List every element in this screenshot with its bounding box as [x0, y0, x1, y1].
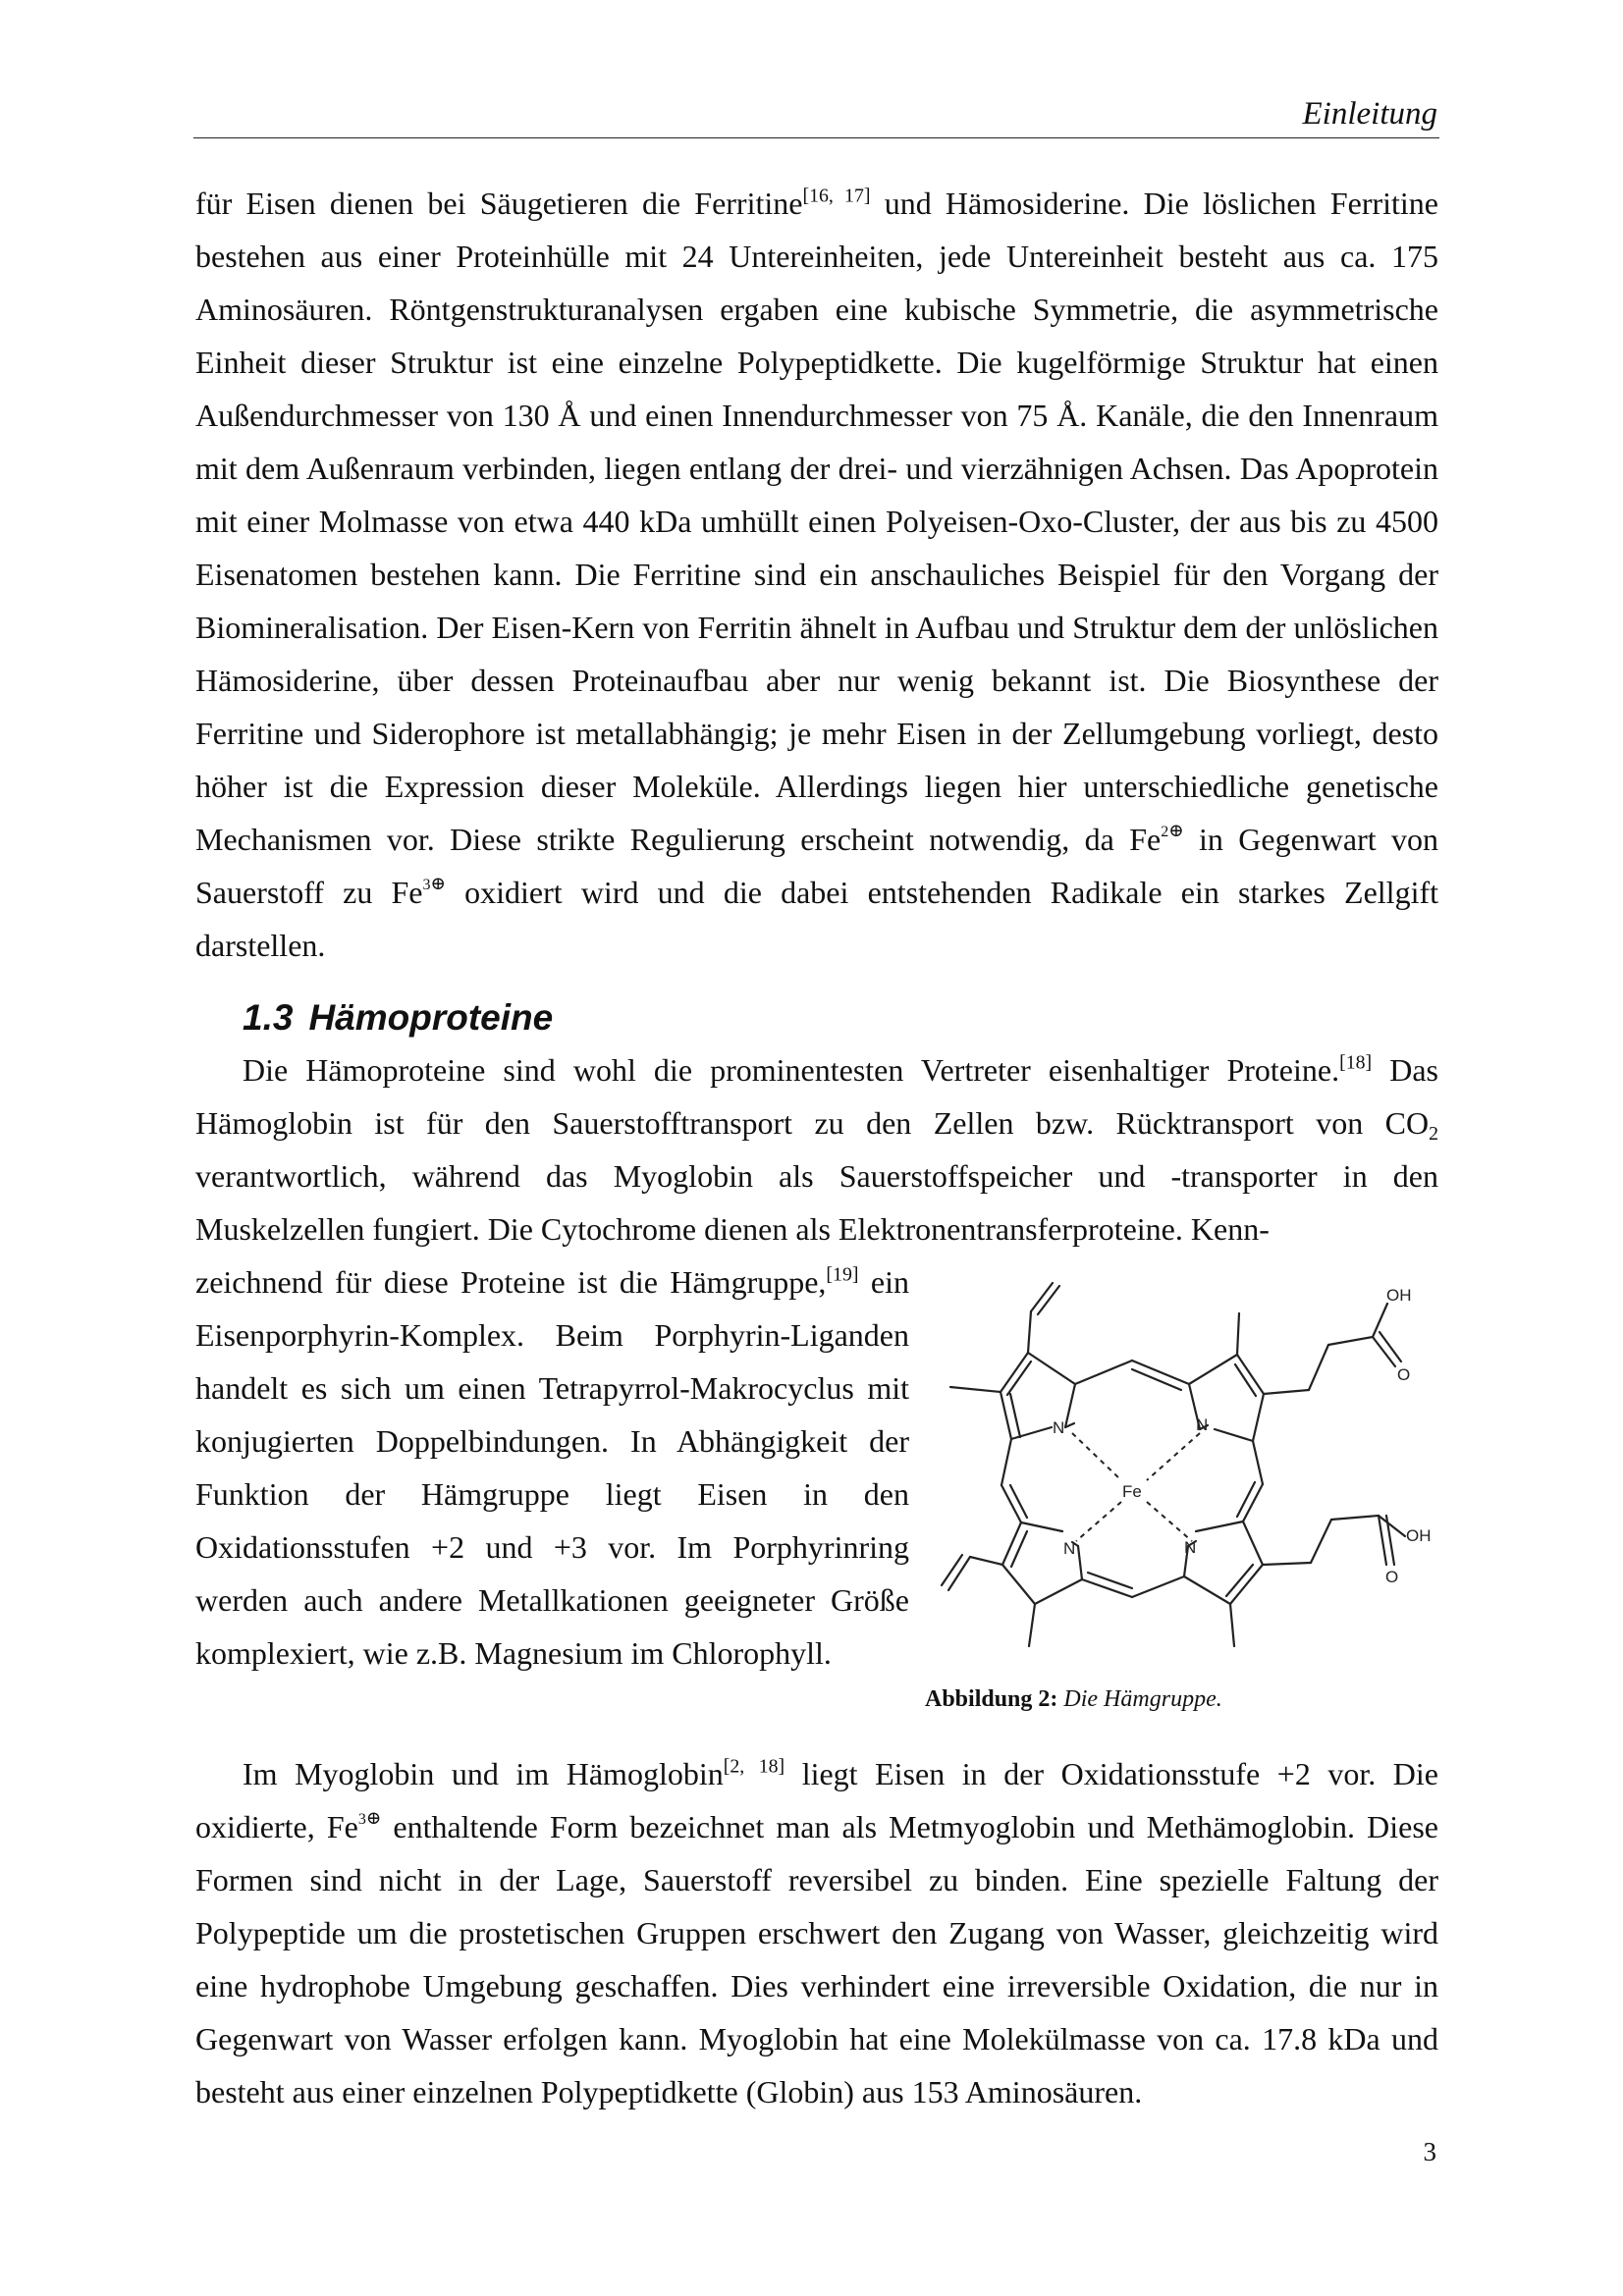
oxygen-label: O [1397, 1365, 1411, 1384]
text-segment: ein Eisenporphyrin-Komplex. Beim Porphyrin-Liganden handelt es sich um einen Tetrapyrrol-Makrocyclus mit konjugierten Doppelbindungen. In Abhängigkeit der Funktion der Hämgruppe liegt Eisen in den Oxidationsstufen +2 und +3 vor. Im Porphyrinring werden auch andere Metallkationen geeigneter Größe komplexiert, wie z.B. Magnesium im Chlorophyll. [195, 1264, 909, 1671]
text-segment: für Eisen dienen bei Säugetieren die Ferritine [195, 186, 803, 221]
paragraph-myoglobin [195, 1747, 1438, 2118]
text-segment: enthaltende Form bezeichnet man als Metmyoglobin und Methämoglobin. Diese Formen sind nicht in der Lage, Sauerstoff reversibel zu binden. Eine spezielle Faltung der Polypeptide um die prostetischen Gruppen erschwert den Zugang von Wasser, gleichzeitig wird eine hydrophobe Umgebung geschaffen. Dies verhindert eine irreversible Oxidation, die nur in Gegenwart von Wasser erfolgen kann. Myoglobin hat eine Molekülmasse von ca. 17.8 kDa und besteht aus einer einzelnen Polypeptidkette (Globin) aus 153 Aminosäuren. [195, 1809, 1439, 2109]
paragraph-haemgruppe [195, 1255, 909, 1680]
nitrogen-label: N [1184, 1538, 1197, 1557]
text-segment: und Hämosiderine. Die löslichen Ferritine bestehen aus einer Proteinhülle mit 24 Untereinheiten, jede Untereinheit besteht aus ca. 175 Aminosäuren. Röntgenstrukturanalysen ergaben eine kubische Symmetrie, die asymmetrische Einheit dieser Struktur ist eine einzelne Polypeptidkette. Die kugelförmige Struktur hat einen Außendurchmesser von 130 Å und einen Innendurchmesser von 75 Å. Kanäle, die den Innenraum mit dem Außenraum verbinden, liegen entlang der drei- und vierzähnigen Achsen. Das Apoprotein mit einer Molmasse von etwa 440 kDa umhüllt einen Polyeisen-Oxo-Cluster, der aus bis zu 4500 Eisenatomen bestehen kann. Die Ferritine sind ein anschauliches Beispiel für den Vorgang der Biomineralisation. Der Eisen-Kern von Ferritin ähnelt in Aufbau und Struktur dem der unlöslichen Hämosiderine, über dessen Proteinaufbau aber nur wenig bekannt ist. Die Biosynthese der Ferritine und Siderophore ist metallabhängig; je mehr Eisen in der Zellumgebung vorliegt, desto höher ist die Expression dieser Moleküle. Allerdings liegen hier unterschiedliche genetische Mechanismen vor. Diese strikte Regulierung erscheint notwendig, da Fe [195, 186, 1439, 857]
page-number: 3 [1423, 2137, 1436, 2166]
caption-text: Die Hämgruppe. [1063, 1686, 1222, 1712]
section-title: Hämoproteine [308, 997, 554, 1038]
text-segment: Im Myoglobin und im Hämoglobin [243, 1756, 724, 1791]
text-segment: oxidiert wird und die dabei entstehenden Radikale ein starkes Zellgift darstellen. [195, 875, 1438, 963]
heme-structure-figure [913, 1258, 1443, 1720]
text-segment: zeichnend für diese Proteine ist die Hämgruppe, [195, 1264, 827, 1300]
citation-19: [19] [826, 1263, 859, 1286]
nitrogen-label: N [1063, 1539, 1076, 1558]
heme-structure-diagram [913, 1258, 1443, 1720]
nitrogen-label: N [1196, 1415, 1209, 1434]
oxidation-state-superscript: 3⊕ [422, 873, 446, 893]
oxidation-state-superscript: 3⊕ [357, 1807, 382, 1828]
paragraph-haemoproteine [195, 1043, 1438, 1255]
co2-subscript: 2 [1429, 1122, 1438, 1145]
iron-label: Fe [1122, 1482, 1142, 1501]
citation-2-18: [2, 18] [723, 1755, 785, 1778]
figure-caption [925, 1684, 1222, 1714]
nitrogen-label: N [1053, 1418, 1065, 1437]
text-segment: Das Hämoglobin ist für den Sauerstofftransport zu den Zellen bzw. Rücktransport von CO [195, 1052, 1439, 1141]
running-header: Einleitung [1302, 96, 1437, 132]
text-segment: liegt Eisen in der Oxidationsstufe +2 vor. Die oxidierte, Fe [195, 1756, 1439, 1844]
text-segment: Die Hämoproteine sind wohl die prominentesten Vertreter eisenhaltiger Proteine. [243, 1052, 1340, 1088]
section-number: 1.3 [243, 997, 294, 1038]
caption-label: Abbildung 2: [925, 1686, 1058, 1712]
text-segment: verantwortlich, während das Myoglobin als Sauerstoffspeicher und -transporter in den Muskelzellen fungiert. Die Cytochrome dienen als Elektronentransferproteine. Kenn- [195, 1158, 1438, 1247]
paragraph-ferritine [195, 177, 1438, 972]
text-segment: in Gegenwart von Sauerstoff zu Fe [195, 822, 1439, 910]
citation-18: [18] [1339, 1051, 1373, 1074]
oxidation-state-superscript: 2⊕ [1161, 820, 1184, 840]
header-rule [193, 137, 1439, 138]
oxygen-label: O [1385, 1568, 1399, 1586]
section-heading [243, 992, 553, 1043]
citation-16-17: [16, 17] [802, 185, 871, 207]
hydroxyl-label: OH [1406, 1526, 1432, 1545]
hydroxyl-label: OH [1386, 1286, 1412, 1305]
